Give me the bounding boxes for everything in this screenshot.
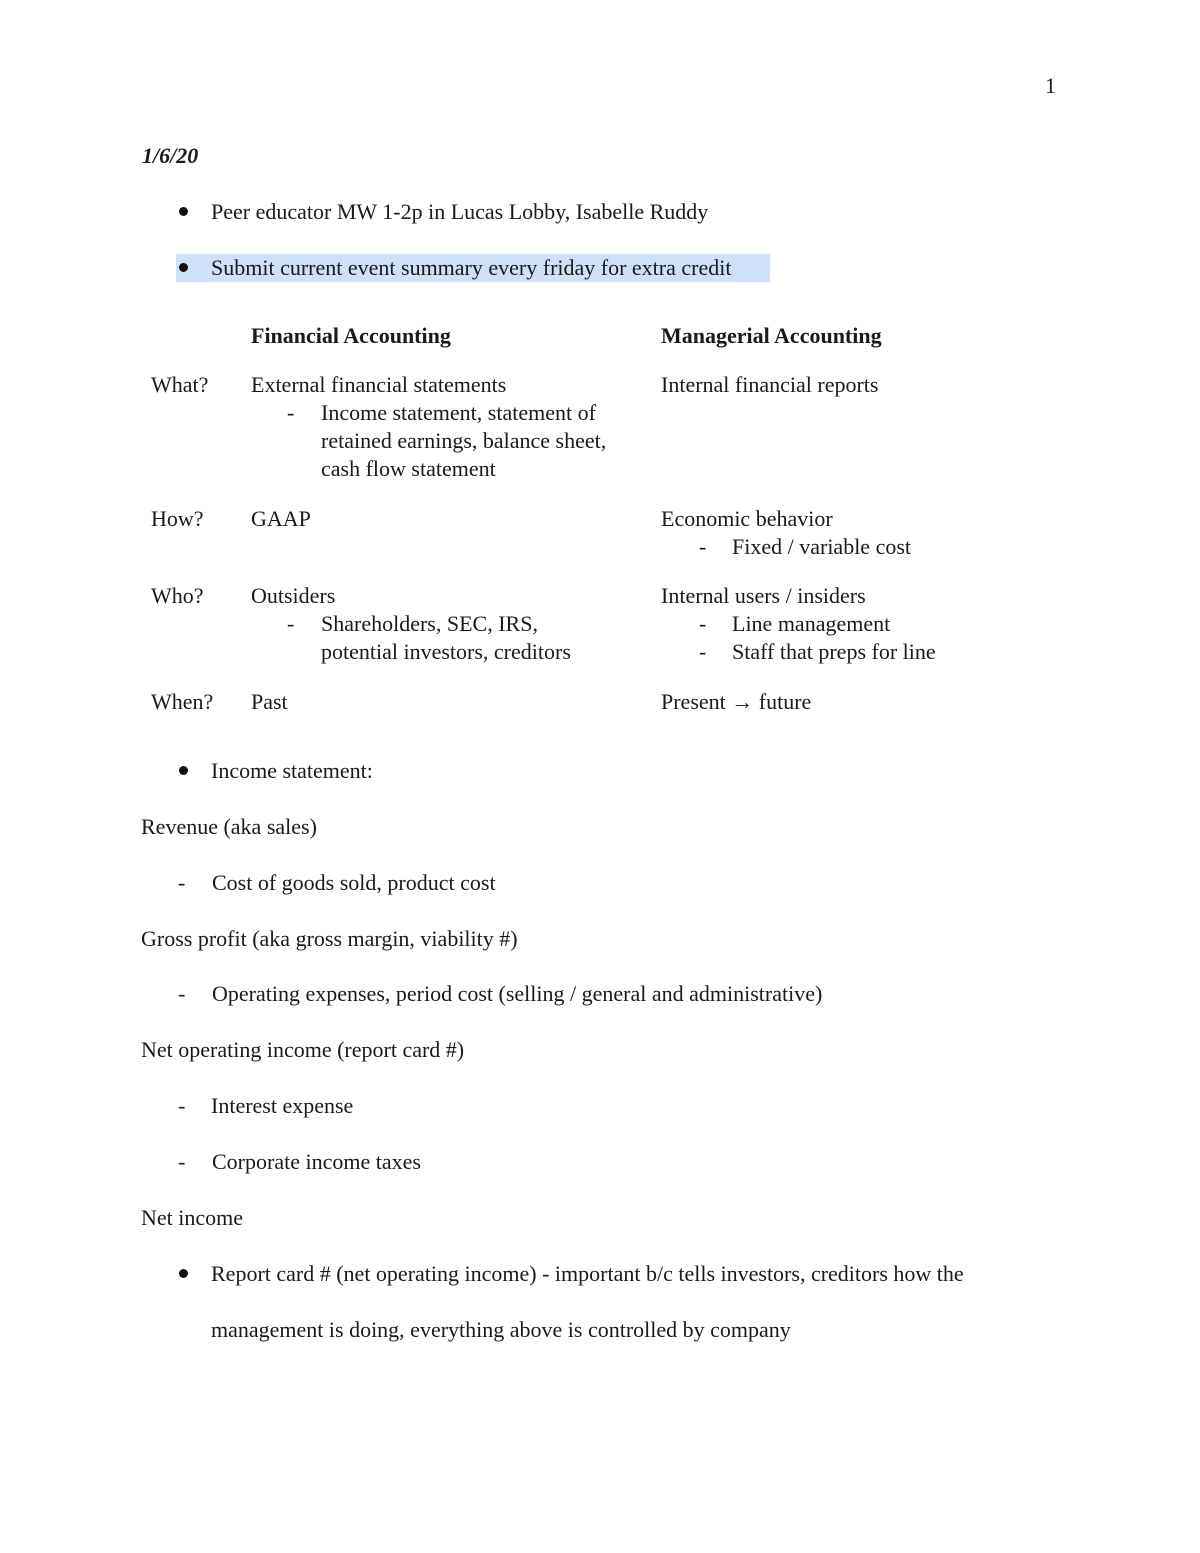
row-label-when: When? [151,689,214,714]
dash-marker: - [178,981,186,1006]
dash-marker: - [178,1093,186,1118]
managerial-who-sub-1: Line management [732,611,891,636]
financial-who: Outsiders [251,583,336,608]
bullet-report-card-line2: management is doing, everything above is controlled by company [211,1317,791,1342]
header-financial-accounting: Financial Accounting [251,323,451,348]
is-line-net-operating-income: Net operating income (report card #) [141,1037,465,1062]
bullet-icon [179,766,188,775]
is-line-revenue: Revenue (aka sales) [141,814,317,839]
bullet-icon [179,1269,188,1278]
financial-when: Past [251,689,288,714]
row-label-what: What? [151,372,209,397]
financial-what: External financial statements [251,372,507,397]
managerial-how: Economic behavior [661,506,833,531]
dash-marker: - [699,611,707,636]
page-number: 1 [1045,73,1056,98]
dash-marker: - [699,639,707,664]
dash-marker: - [178,1149,186,1174]
financial-what-sub-3: cash flow statement [321,456,496,481]
bullet-income-statement: Income statement: [211,758,373,783]
row-label-who: Who? [151,583,204,608]
bullet-icon [179,207,188,216]
bullet-current-event: Submit current event summary every friday for extra credit [211,255,732,280]
managerial-what: Internal financial reports [661,372,879,397]
date-heading: 1/6/20 [142,143,199,168]
is-line-corporate-taxes: Corporate income taxes [212,1149,421,1174]
is-line-interest-expense: Interest expense [211,1093,354,1118]
managerial-how-sub-1: Fixed / variable cost [732,534,912,559]
is-line-operating-expenses: Operating expenses, period cost (selling / general and administrative) [212,981,823,1006]
is-line-cogs: Cost of goods sold, product cost [212,870,496,895]
financial-what-sub-2: retained earnings, balance sheet, [321,428,607,453]
is-line-gross-profit: Gross profit (aka gross margin, viability #) [141,926,518,951]
dash-marker: - [178,870,186,895]
dash-marker: - [287,611,295,636]
header-managerial-accounting: Managerial Accounting [661,323,882,348]
bullet-icon [179,263,188,272]
financial-who-sub-2: potential investors, creditors [321,639,571,664]
managerial-when: Present → future [661,689,812,714]
managerial-who: Internal users / insiders [661,583,866,608]
dash-marker: - [287,400,295,425]
financial-who-sub-1: Shareholders, SEC, IRS, [321,611,538,636]
bullet-report-card-line1: Report card # (net operating income) - important b/c tells investors, creditors how the [211,1261,964,1286]
row-label-how: How? [151,506,204,531]
financial-what-sub-1: Income statement, statement of [321,400,596,425]
managerial-who-sub-2: Staff that preps for line [732,639,936,664]
dash-marker: - [699,534,707,559]
financial-how: GAAP [251,506,311,531]
is-line-net-income: Net income [141,1205,244,1230]
bullet-peer-educator: Peer educator MW 1-2p in Lucas Lobby, Isabelle Ruddy [211,199,709,224]
